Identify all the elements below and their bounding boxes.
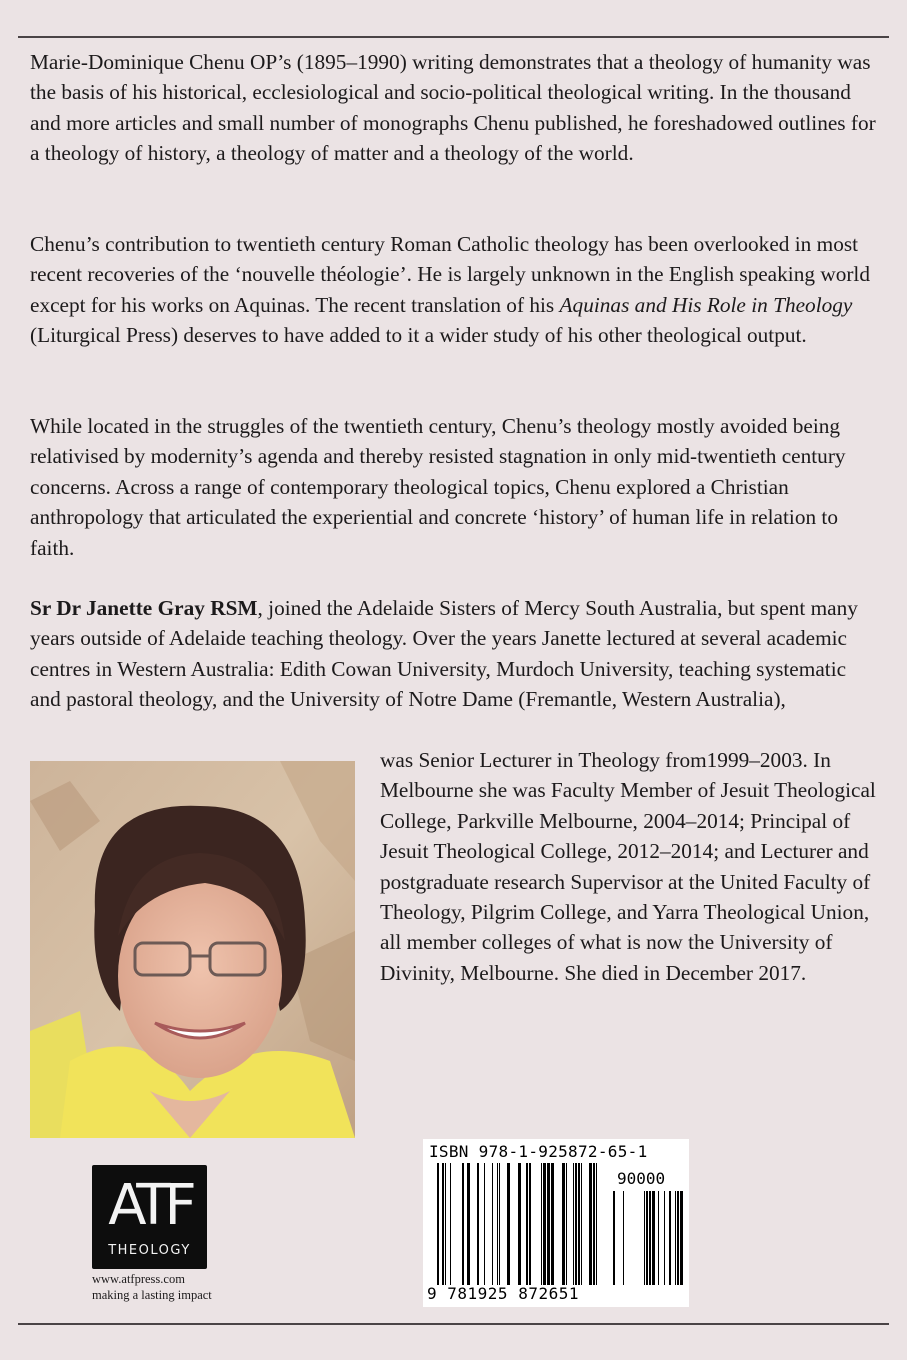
publisher-url: www.atfpress.com (92, 1272, 185, 1286)
barcode-bar (467, 1163, 470, 1285)
author-bio-right (380, 745, 880, 988)
barcode-bar (477, 1163, 479, 1285)
barcode-bar (664, 1191, 665, 1285)
top-rule (18, 36, 889, 38)
barcode-bar (462, 1163, 464, 1285)
book-title-italic: Aquinas and His Role in Theology (559, 292, 853, 317)
blurb-paragraph-1 (30, 47, 880, 169)
barcode-bar (566, 1163, 567, 1285)
barcode-bar (529, 1163, 531, 1285)
blurb-paragraph-3 (30, 411, 880, 563)
barcode-bar (551, 1163, 554, 1285)
author-bio-top (30, 593, 880, 715)
barcode-bar (675, 1191, 676, 1285)
barcode-bar (578, 1163, 580, 1285)
barcode-bar (437, 1163, 439, 1285)
barcode-bar (543, 1163, 546, 1285)
barcode-bar (652, 1191, 655, 1285)
barcode-bar (593, 1163, 595, 1285)
barcode-bar (547, 1163, 550, 1285)
barcode-bar (658, 1191, 659, 1285)
barcode-bar (507, 1163, 510, 1285)
author-photo (30, 761, 355, 1138)
author-bio-text-right: was Senior Lecturer in Theology from1999–2003. In Melbourne she was Faculty Member of Jesuit Theological College, Parkville Melbourne, 2004–2014; Principal of Jesuit Theological College, 2012–2014; and Lecturer and postgraduate research Supervisor at the United Faculty of Theology, Pilgrim College, and Yarra Theological Union, all member colleges of what is now the University of Divinity, Melbourne. She died in December 2017. (380, 748, 876, 985)
barcode-bar (573, 1163, 574, 1285)
barcode-bar (526, 1163, 528, 1285)
author-bio-text-top: , joined the Adelaide Sisters of Mercy South Australia, but spent many years outside of Adelaide teaching theology. Over the years Janette lectured at several academic centres in Western Australia: Edith Cowan University, Murdoch University, teaching systematic and pastoral theology, and the University of Notre Dame (Fremantle, Western Australia), (30, 596, 858, 712)
blurb-text-2a: Chenu’s contribution to twentieth century Roman Catholic theology has been overlooked in most recent recoveries of the ‘nouvelle théologie’. He is largely unknown in the English speaking world except for his works on Aquinas. The recent translation of his (30, 232, 870, 317)
blurb-text-1: Marie-Dominique Chenu OP’s (1895–1990) writing demonstrates that a theology of humanity was the basis of his historical, ecclesiological and socio-political theological writing. In the thousand and more articles and small number of monographs Chenu published, he foreshadowed outlines for a theology of history, a theology of matter and a theology of the world. (30, 50, 876, 166)
barcode-bar (680, 1191, 683, 1285)
logo-mark: ATF (108, 1173, 191, 1238)
blurb-paragraph-2 (30, 229, 880, 351)
bottom-rule (18, 1323, 889, 1325)
barcode-bar (646, 1191, 648, 1285)
blurb-text-3: While located in the struggles of the twentieth century, Chenu’s theology mostly avoided being relativised by modernity’s agenda and thereby resisted stagnation in only mid-twentieth century concerns. Across a range of contemporary theological topics, Chenu explored a Christian anthropology that articulated the experiential and concrete ‘history’ of human life in relation to faith. (30, 414, 846, 560)
barcode-bar (492, 1163, 493, 1285)
barcode-bar (541, 1163, 542, 1285)
barcode-bar (497, 1163, 498, 1285)
barcode-bar (649, 1191, 651, 1285)
barcode-bar (644, 1191, 645, 1285)
barcode-bar (669, 1191, 671, 1285)
ean-number: 9 781925 872651 (427, 1284, 579, 1303)
barcode-bar (589, 1163, 592, 1285)
barcode-bar (613, 1191, 615, 1285)
barcode-bars (423, 1139, 689, 1307)
blurb-text-2b: (Liturgical Press) deserves to have added to it a wider study of his other theological output. (30, 323, 807, 348)
barcode-bar (450, 1163, 451, 1285)
barcode-bar (445, 1163, 446, 1285)
barcode-bar (499, 1163, 500, 1285)
barcode-bar (623, 1191, 624, 1285)
atf-theology-logo (92, 1165, 207, 1269)
barcode-bar (581, 1163, 582, 1285)
author-name: Sr Dr Janette Gray RSM (30, 596, 258, 620)
barcode-bar (518, 1163, 521, 1285)
publisher-tagline: making a lasting impact (92, 1288, 212, 1302)
barcode-bar (562, 1163, 565, 1285)
barcode-bar (596, 1163, 597, 1285)
barcode-bar (442, 1163, 444, 1285)
barcode-bar (575, 1163, 577, 1285)
isbn-label: ISBN 978-1-925872-65-1 (429, 1142, 648, 1161)
isbn-barcode (423, 1139, 689, 1307)
logo-word: THEOLOGY (108, 1243, 191, 1258)
barcode-bar (677, 1191, 679, 1285)
price-code: 90000 (617, 1169, 666, 1188)
barcode-bar (484, 1163, 485, 1285)
